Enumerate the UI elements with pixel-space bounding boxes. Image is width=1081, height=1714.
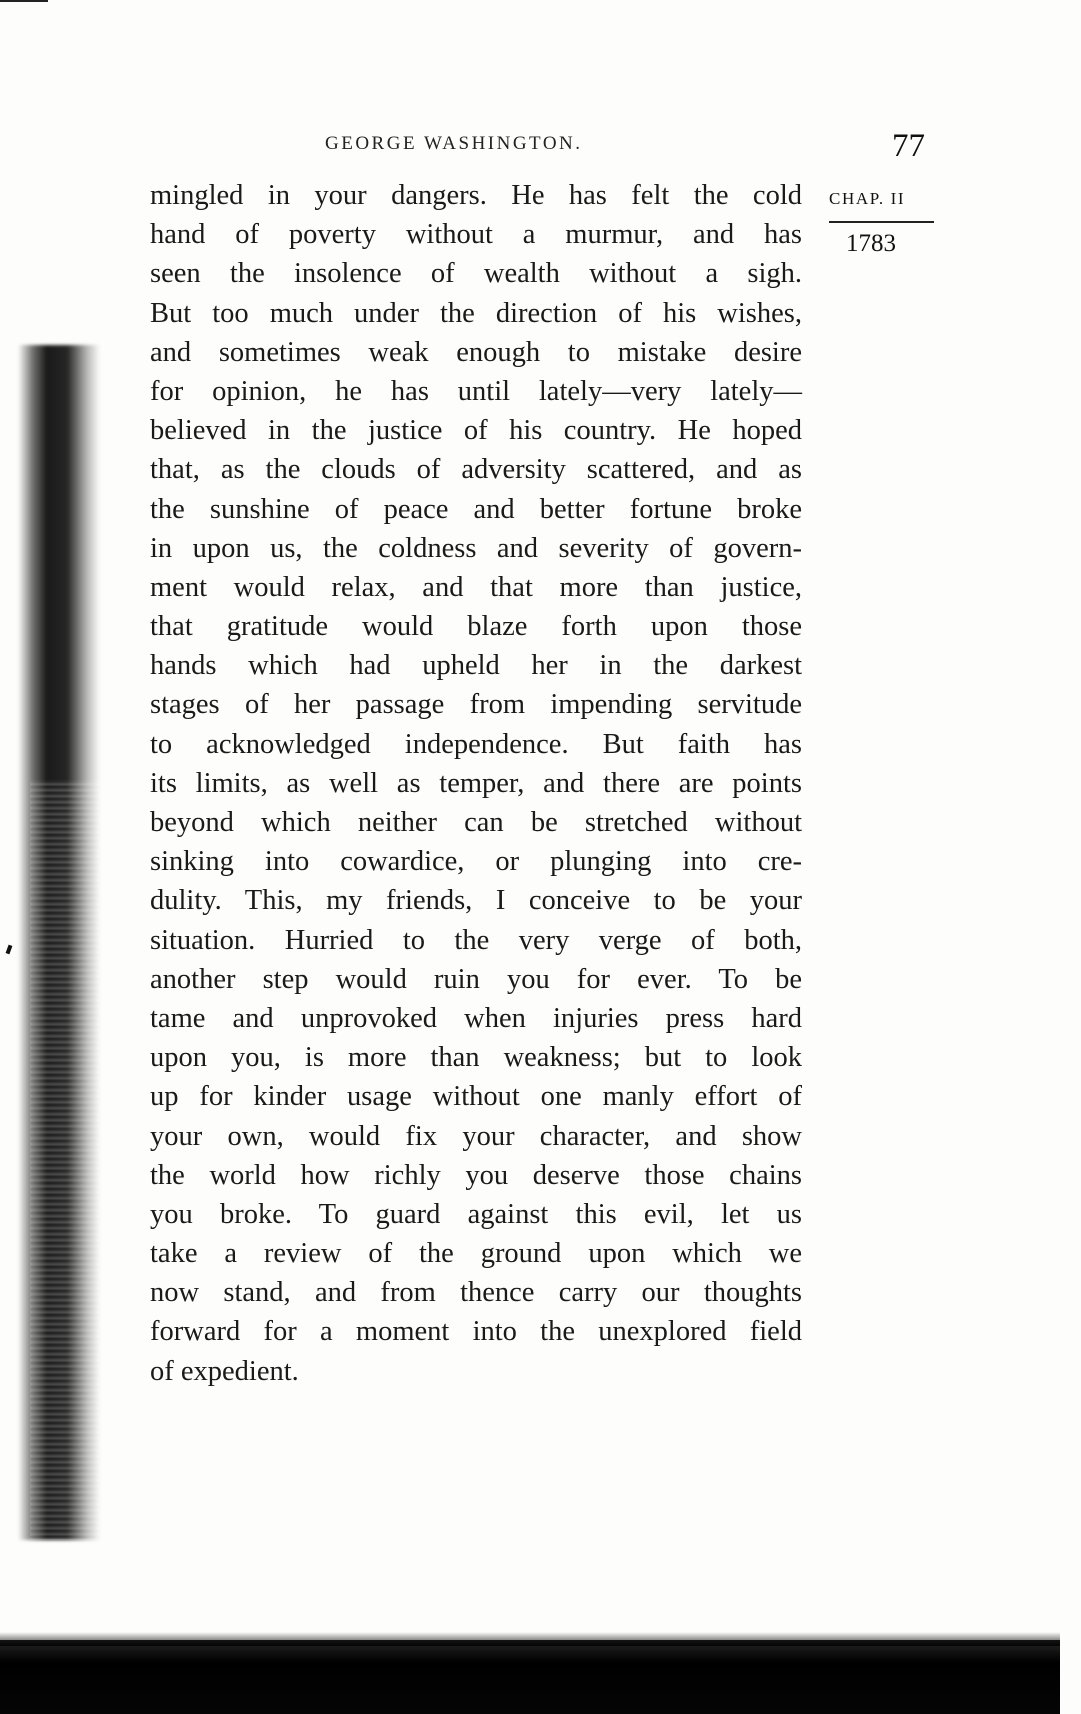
- text-line: take a review of the ground upon which we: [150, 1238, 802, 1270]
- text-line: mingled in your dangers. He has felt the cold: [150, 180, 802, 211]
- text-line: that, as the clouds of adversity scattered, and as: [150, 454, 802, 486]
- text-line: up for kinder usage without one manly effort of: [150, 1081, 802, 1113]
- text-line: the sunshine of peace and better fortune broke: [150, 493, 802, 525]
- running-head: GEORGE WASHINGTON.: [325, 133, 583, 154]
- text-line: tame and unprovoked when injuries press hard: [150, 1002, 802, 1034]
- text-line: But too much under the direction of his wishes,: [150, 297, 802, 329]
- scan-bottom-shadow: [0, 1640, 1060, 1714]
- page-number: 77: [892, 128, 925, 164]
- text-line: hand of poverty without a murmur, and has: [150, 219, 802, 251]
- binding-gutter-texture: [30, 780, 100, 1540]
- text-line: of expedient.: [150, 1355, 299, 1387]
- text-line: stages of her passage from impending servitude: [150, 689, 802, 721]
- text-line: now stand, and from thence carry our thoughts: [150, 1277, 802, 1309]
- text-line: hands which had upheld her in the darkest: [150, 650, 802, 682]
- text-line: situation. Hurried to the very verge of both,: [150, 924, 802, 956]
- text-line: another step would ruin you for ever. To be: [150, 963, 802, 995]
- margin-chapter-label: CHAP. II: [829, 189, 906, 208]
- text-line: seen the insolence of wealth without a sigh.: [150, 258, 802, 290]
- margin-rule: [829, 221, 934, 223]
- margin-year: 1783: [846, 230, 896, 257]
- text-line: its limits, as well as temper, and there are points: [150, 767, 802, 799]
- text-line: your own, would fix your character, and show: [150, 1120, 802, 1152]
- text-line: forward for a moment into the unexplored field: [150, 1316, 802, 1348]
- text-line: in upon us, the coldness and severity of govern-: [150, 532, 802, 564]
- scan-edge-mark: [0, 0, 48, 2]
- text-line: and sometimes weak enough to mistake desire: [150, 336, 802, 368]
- text-line: dulity. This, my friends, I conceive to be your: [150, 885, 802, 917]
- text-line: upon you, is more than weakness; but to look: [150, 1042, 802, 1074]
- body-text: [150, 176, 802, 1391]
- text-line: sinking into cowardice, or plunging into cre-: [150, 846, 802, 878]
- text-line: believed in the justice of his country. He hoped: [150, 415, 802, 447]
- text-line: to acknowledged independence. But faith has: [150, 728, 802, 760]
- scan-speck: [6, 945, 13, 955]
- text-line: you broke. To guard against this evil, let us: [150, 1198, 802, 1230]
- text-line: beyond which neither can be stretched without: [150, 807, 802, 838]
- text-line: that gratitude would blaze forth upon those: [150, 611, 802, 643]
- text-line: ment would relax, and that more than justice,: [150, 571, 802, 603]
- text-line: the world how richly you deserve those chains: [150, 1159, 802, 1191]
- text-line: for opinion, he has until lately—very lately—: [150, 375, 802, 407]
